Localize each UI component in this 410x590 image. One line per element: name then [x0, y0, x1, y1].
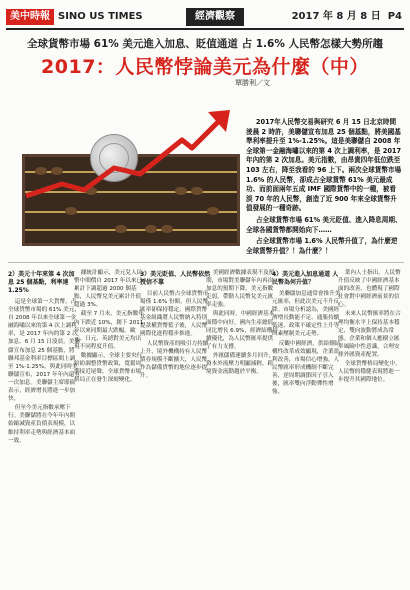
section-heading: 2）美元十年來第 4 次加息 25 個基點，利率達 1.25% [8, 271, 75, 294]
section-heading: 4）美元進入加息通道 人民幣為何升值？ [272, 271, 339, 286]
text-column [272, 269, 344, 575]
body-paragraph: 這是全球第一大貨幣，占全球貨幣市場的 61% 美元，自 2008 年以來全球第一金融海嘯以來的第 4 次上調利率，是 2017 年內的第 2 次加息。6 月 15 日淩晨，美聯儲宣布加息 25 個基點，將聯邦基金利率目標區間上調至 1%-1.25%。與此同時美聯儲宣布，2017 年年內還有一次加息。美聯儲主席耶倫表示，經濟增長將進一步加快。 [8, 299, 80, 403]
brand-logo: 美中時報 [6, 9, 54, 25]
masthead-bar [6, 8, 404, 30]
article-byline: 覃勝利／文 [235, 79, 270, 87]
body-paragraph: 與此同時，中國經濟基本面穩中向好，國內生產總值同比增長 6.9%，經濟結構持續優化，為人民幣匯率提供了有力支撐。 [206, 311, 278, 350]
text-column [338, 269, 404, 575]
page-number: P4 [387, 11, 402, 22]
text-column [74, 269, 146, 575]
issue-date: 2017 年 8 月 8 日 P4 [291, 11, 402, 22]
body-paragraph: 但至今美元指數承壓下行。美聯儲將在今年年內開始縮減資產負債表規模，以維持利率走勢與經濟基本面一致。 [8, 405, 76, 444]
body-paragraph: 業內人士指出，人民幣升值反映了中國經濟基本面的改善，也體現了國際社會對中國經濟前景的信心。 [338, 270, 401, 309]
article-headline: 2017：人民幣悖論美元為什麼（中） [41, 56, 369, 78]
body-paragraph: 截至 7 月末，美元指數年內下跌近 10%，創下 2011 年以來同期最大跌幅。歐元、日元、英鎊對美元均出現不同程度升值。 [74, 311, 144, 350]
body-paragraph: 未來人民幣匯率將在合理均衡水平上保持基本穩定，雙向波動將成為常態。企業和個人應樹立匯率風險中性意識，合理安排外匯資產配置。 [338, 311, 401, 358]
body-paragraph: 美國經濟數據表現不及預期，市場對美聯儲年內再次加息的預期下降，美元指數走弱，帶動人民幣兌美元匯率走強。 [206, 270, 275, 309]
body-paragraph: 據統計顯示，美元兌人民幣中間價自 2017 年以來已累計下調超過 2000 個基點，人民幣兌美元累計升值超過 3%。 [74, 270, 143, 309]
body-paragraph: 數據顯示，全球主要央行紛紛調整貨幣政策，寬鬆周期接近尾聲，全球貨幣市場格局正在發生深刻變化。 [74, 352, 143, 384]
article-subhead: 全球貨幣市場 61% 美元進入加息、貶值通道 占 1.6% 人民幣怎樣大勢所趨 [26, 38, 384, 50]
intro-paragraph: 2017年人民幣交易與研究 6 月 15 日北京時間淩晨 2 時許，美聯儲宣布加息 25 個基點，將美國基準利率提升至 1%-1.25%。這是美聯儲自 2008 年全球第一金融海嘯以來的第 4 次上調利率，是 2017 年內的第 2 次加息。美元指數，由昂貴四年低位跌至 103 左右，降至我看的 96 上下。兩次全球貨幣市場 1.6% 的人民幣，卻成占全球貨幣 61% 美元最成功、而前面兩年五成 IMF 國際貨幣中的一種，被看淡 70 年的人民幣，創造了近 900 年來全球貨幣升值發展的一種奇跡。 [246, 118, 402, 213]
intro-paragraph: 占全球貨幣市場 61% 美元貶值、進入降息周期、全球各國貨幣都開始向下…… [246, 215, 402, 234]
text-column [140, 269, 212, 575]
body-paragraph: 目前人民幣占全球貨幣市場僅 1.6% 份額，但人民幣匯率卻保持穩定。國際貨幣基金組織將人民幣納入特別提款權貨幣籃子後，人民幣國際化進程穩步推進。 [140, 291, 209, 338]
article-photo [22, 104, 240, 254]
section-heading: 3）美元貶值、人民幣依然授信不靠 [140, 271, 211, 286]
article-body [8, 262, 404, 581]
body-paragraph: 全球貨幣格局變化中，人民幣的穩健表現將進一步提升其國際地位。 [338, 361, 401, 384]
text-column [206, 269, 278, 575]
intro-paragraph: 占全球貨幣市場 1.6% 人民幣升值了，為什麼逆全球貨幣升值？！為什麼？！ [246, 237, 398, 255]
rising-arrow-icon [22, 104, 240, 204]
body-paragraph: 人民幣資產的吸引力持續上升，境外機構持有人民幣債券規模不斷擴大，人民幣作為儲備貨幣的地位逐步提升。 [140, 340, 209, 379]
body-paragraph: 反觀中國經濟，供給側結構性改革成效顯現，企業盈利改善，市場信心增強。人民幣匯率形成機制不斷完善，逆周期調節因子引入後，匯率雙向浮動彈性增強。 [272, 340, 341, 396]
body-paragraph: 美聯儲加息通常會推升美元匯率，但此次美元不升反降。市場分析認為，美國經濟增長動能不足、通脹持續低迷、政策不確定性上升等因素壓制美元走勢。 [272, 291, 341, 338]
article-intro [246, 118, 402, 258]
brand-english: SINO US TIMES [58, 11, 143, 22]
section-label: 經濟觀察 [186, 8, 244, 26]
body-paragraph: 外匯儲備連續多月回升，資本外流壓力明顯減輕，跨境資金流動趨於平衡。 [206, 352, 275, 376]
text-column [8, 269, 80, 575]
